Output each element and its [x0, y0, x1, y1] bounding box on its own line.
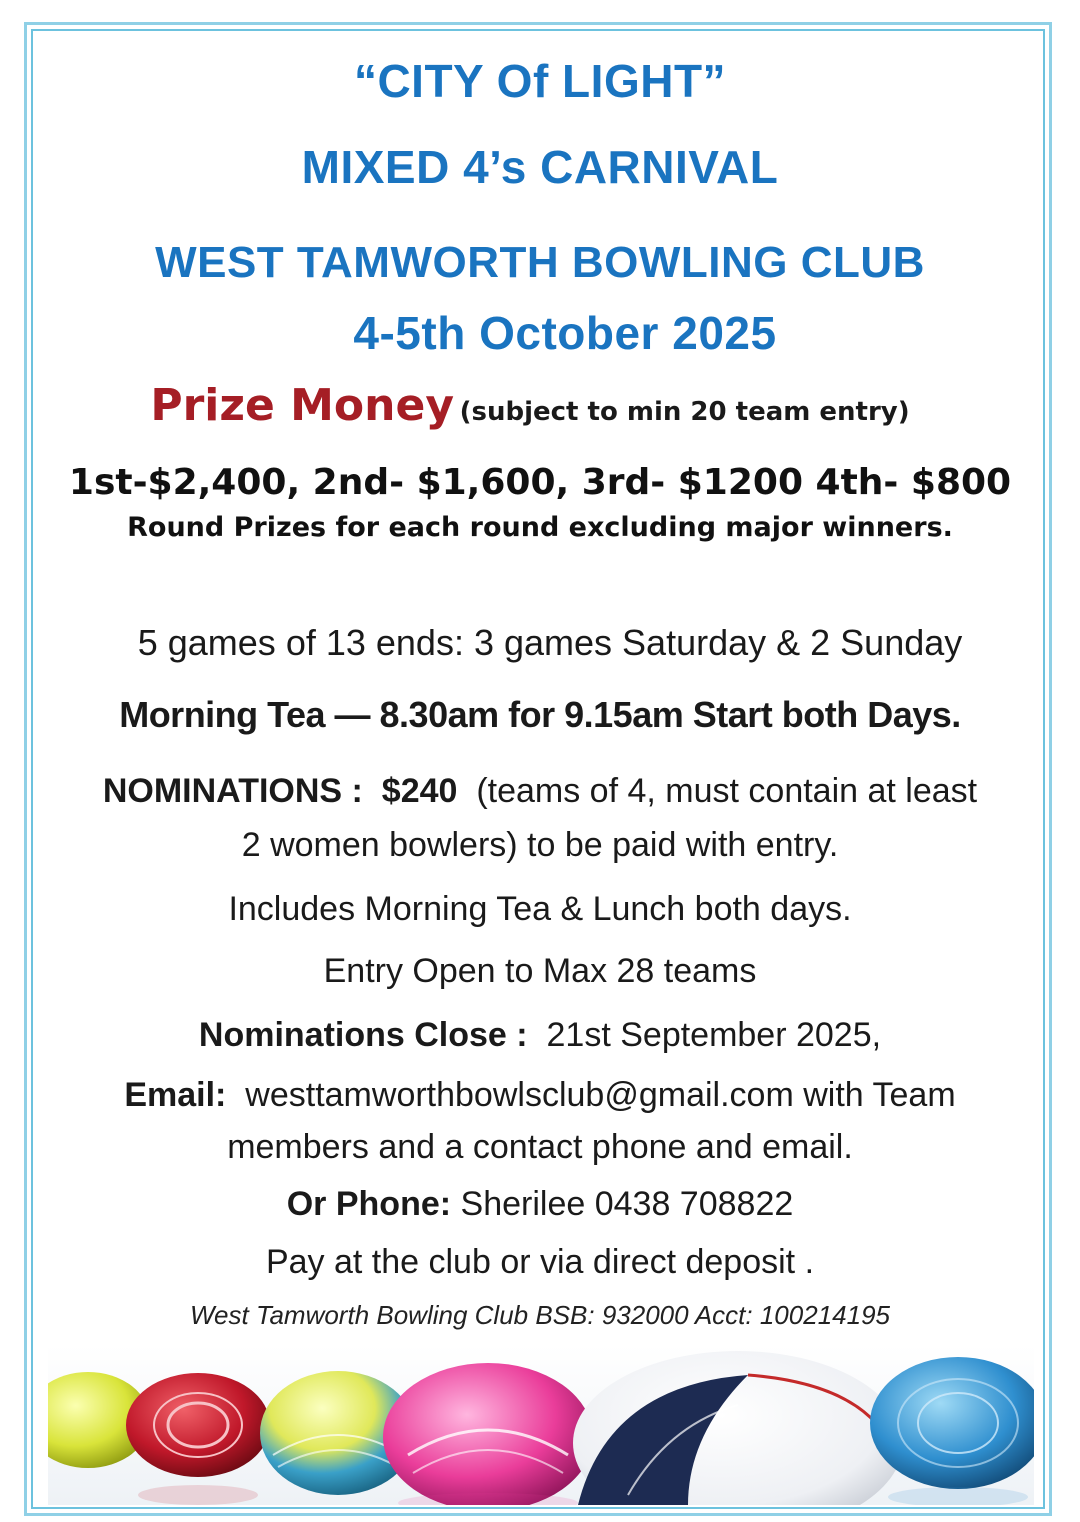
prize-money-heading: Prize Money — [150, 380, 455, 431]
phone-label: Or Phone: — [286, 1185, 452, 1223]
entry-open: Entry Open to Max 28 teams — [323, 952, 757, 990]
nominations-line-2: 2 women bowlers) to be paid with entry. — [241, 826, 839, 864]
nominations-close-date: 21st September 2025, — [546, 1016, 882, 1054]
phone-value[interactable]: Sherilee 0438 708822 — [460, 1185, 794, 1223]
games-info: 5 games of 13 ends: 3 games Saturday & 2 Sunday — [137, 622, 963, 663]
email-address[interactable]: westtamworthbowlsclub@gmail.com with Team — [245, 1076, 956, 1114]
title-line-1: “CITY Of LIGHT” — [353, 55, 727, 107]
email-line-2: members and a contact phone and email. — [227, 1128, 853, 1166]
round-prizes: Round Prizes for each round excluding major winners. — [127, 512, 953, 543]
lawn-bowls-image — [48, 1345, 1034, 1505]
nominations-fee: $240 — [381, 772, 458, 810]
nominations-line-1 — [40, 772, 1040, 811]
prize-heading-line — [40, 380, 1040, 431]
nominations-close-line — [40, 1016, 1040, 1055]
bank-details: West Tamworth Bowling Club BSB: 932000 Acct: 100214195 — [189, 1300, 890, 1330]
nominations-label: NOMINATIONS : — [102, 772, 363, 810]
nominations-close-label: Nominations Close : — [198, 1016, 528, 1054]
title-line-2: MIXED 4’s CARNIVAL — [301, 141, 779, 193]
club-name: WEST TAMWORTH BOWLING CLUB — [155, 238, 925, 287]
includes-info: Includes Morning Tea & Lunch both days. — [228, 890, 852, 928]
prize-money-note: (subject to min 20 team entry) — [459, 397, 910, 427]
lawn-bowls-illustration — [48, 1345, 1034, 1505]
email-label: Email: — [124, 1076, 227, 1114]
email-line-1 — [40, 1076, 1040, 1115]
event-date: 4-5th October 2025 — [353, 307, 777, 359]
payment-info: Pay at the club or via direct deposit . — [265, 1243, 815, 1281]
phone-line — [40, 1185, 1040, 1224]
nominations-detail: (teams of 4, must contain at least — [476, 772, 978, 810]
morning-tea: Morning Tea — 8.30am for 9.15am Start both Days. — [119, 694, 961, 735]
prize-amounts: 1st-$2,400, 2nd- $1,600, 3rd- $1200 4th- $800 — [68, 462, 1012, 503]
